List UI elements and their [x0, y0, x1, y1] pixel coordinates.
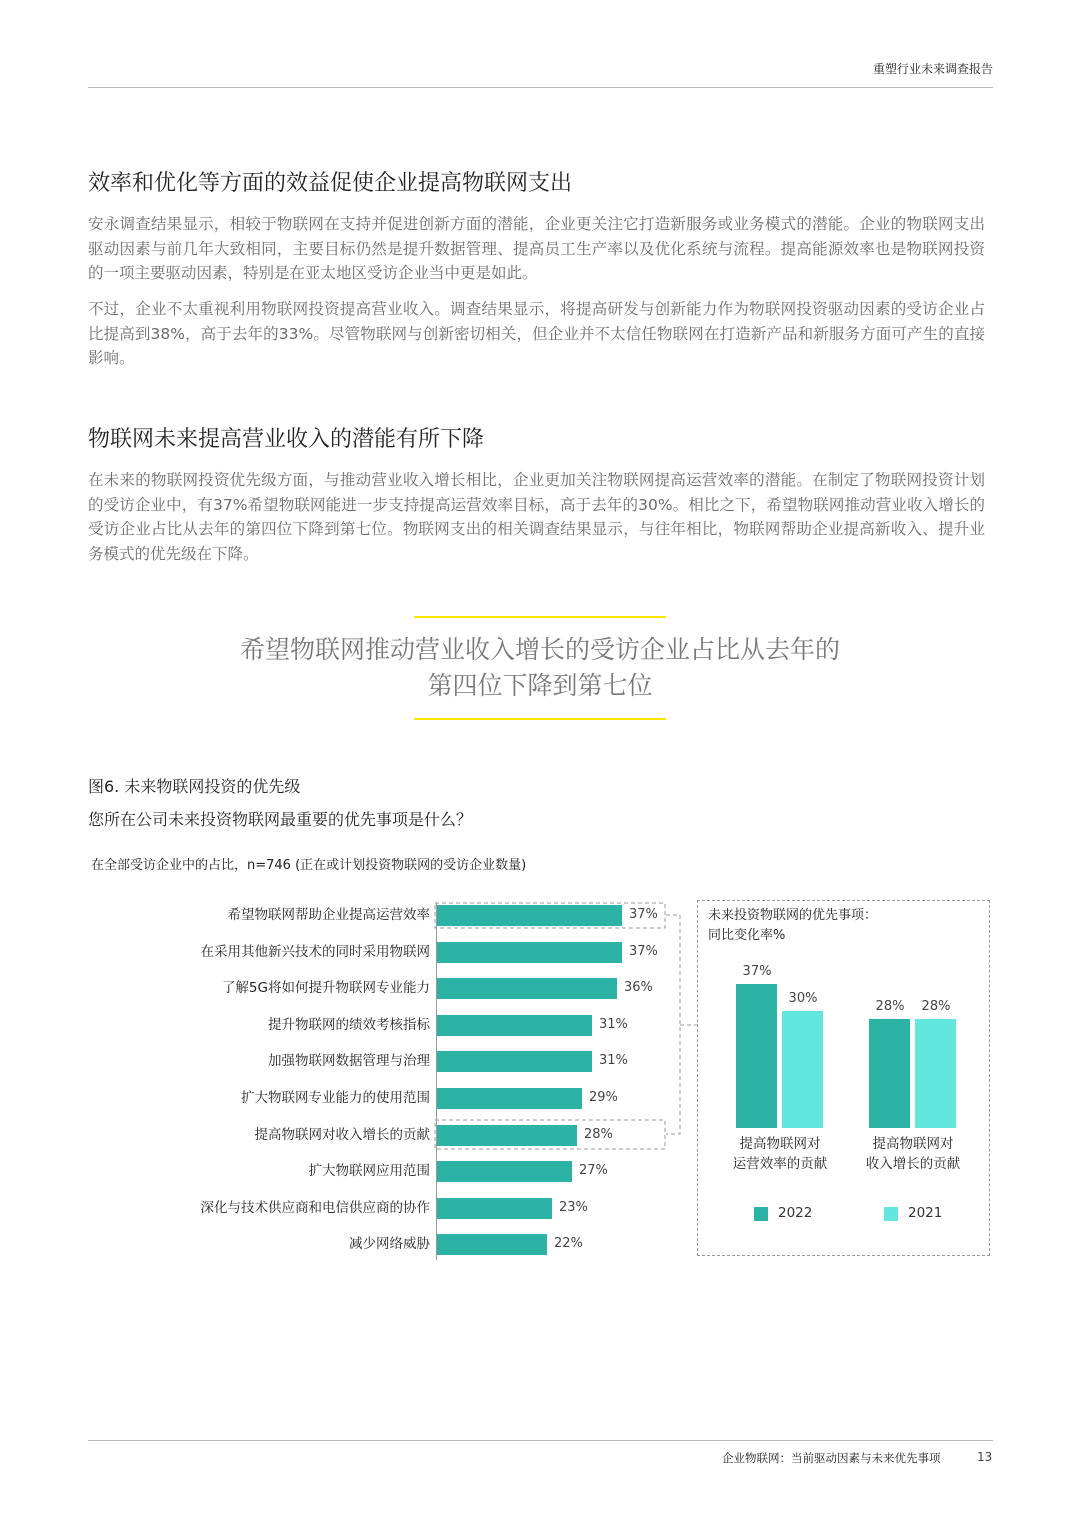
inset-title-line-1: 未来投资物联网的优先事项： [708, 908, 878, 923]
bar-label: 希望物联网帮助企业提高运营效率 [227, 907, 430, 923]
bar-value-label: 31% [599, 1053, 628, 1069]
bar-label: 扩大物联网应用范围 [308, 1163, 430, 1180]
legend-label: 2021 [908, 1205, 943, 1221]
legend-label: 2022 [778, 1205, 813, 1221]
section1-paragraph-1: 安永调查结果显示，相较于物联网在支持并促进创新方面的潜能，企业更关注它打造新服务或业务模式的潜能。企业的物联网支出驱动因素与前几年大致相同，主要目标仍然是提升数据管理、提高员工生产率以及优化系统与流程。提高能源效率也是物联网投资的一项主要驱动因素，特别是在亚太地区受访企业当中更是如此。 [88, 215, 985, 282]
column-bar [915, 1019, 956, 1128]
bar-label: 深化与技术供应商和电信供应商的协作 [200, 1199, 430, 1216]
page-number: 13 [977, 1450, 993, 1464]
bar-label: 在采用其他新兴技术的同时采用物联网 [200, 943, 430, 960]
pull-quote-line-2: 第四位下降到第七位 [427, 671, 653, 700]
bar-value-label: 28% [584, 1126, 613, 1142]
section1-paragraph-2: 不过，企业不太重视利用物联网投资提高营业收入。调查结果显示，将提高研发与创新能力作为物联网投资驱动因素的受访企业占比提高到38%，高于去年的33%。尽管物联网与创新密切相关，但企业并不太信任物联网在打造新产品和新服务方面可产生的直接影响。 [88, 300, 985, 367]
report-title: 重塑行业未来调查报告 [872, 62, 993, 76]
bar [437, 942, 622, 963]
bar-label: 了解5G将如何提升物联网专业能力 [221, 980, 430, 997]
bar [437, 1015, 592, 1036]
column-category-label-line: 运营效率的贡献 [732, 1156, 828, 1172]
column-category-label [853, 1134, 973, 1174]
section1-heading: 效率和优化等方面的效益促使企业提高物联网支出 [88, 171, 573, 196]
column-bar [869, 1019, 910, 1128]
bar-label: 减少网络威胁 [349, 1236, 430, 1253]
column-category-label [720, 1134, 840, 1174]
column-category-label-line: 提高物联网对 [739, 1136, 821, 1152]
bar [437, 978, 617, 999]
bar-value-label: 27% [579, 1163, 608, 1179]
section2-heading: 物联网未来提高营业收入的潜能有所下降 [88, 427, 485, 452]
legend-swatch [754, 1207, 768, 1221]
section2-paragraph-1: 在未来的物联网投资优先级方面，与推动营业收入增长相比，企业更加关注物联网提高运营效率的潜能。在制定了物联网投资计划的受访企业中，有37%希望物联网能进一步支持提高运营效率目标，高于去年的30%。相比之下，希望物联网推动营业收入增长的受访企业占比从去年的第四位下降到第七位。物联网支出的相关调查结果显示，与往年相比，物联网帮助企业提高新收入、提升业务模式的优先级在下降。 [88, 471, 985, 563]
bar-value-label: 23% [559, 1199, 588, 1215]
column-value-label: 37% [742, 963, 772, 979]
bar-label: 提升物联网的绩效考核指标 [268, 1016, 430, 1033]
column-value-label: 30% [788, 991, 818, 1006]
column-bar [736, 984, 777, 1128]
bar [437, 1088, 582, 1109]
bar-value-label: 36% [624, 980, 653, 996]
pull-quote-line-1: 希望物联网推动营业收入增长的受访企业占比从去年的 [239, 635, 840, 664]
bar [437, 1161, 572, 1182]
footer-divider [88, 1440, 993, 1441]
bar-value-label: 31% [599, 1016, 628, 1032]
figure-note: 在全部受访企业中的占比，n=746 (正在或计划投资物联网的受访企业数量) [91, 858, 527, 873]
bar-label: 加强物联网数据管理与治理 [268, 1053, 430, 1070]
legend-swatch [884, 1207, 898, 1221]
figure-title: 图6. 未来物联网投资的优先级 [88, 777, 301, 796]
bar [437, 1234, 547, 1255]
bar-value-label: 37% [629, 907, 658, 922]
connector-bracket [666, 915, 680, 1134]
footer-text: 企业物联网：当前驱动因素与未来优先事项 [722, 1451, 941, 1465]
bar-value-label: 29% [589, 1090, 618, 1105]
bar-label: 提高物联网对收入增长的贡献 [254, 1126, 430, 1143]
column-category-label-line: 提高物联网对 [872, 1136, 954, 1152]
column-bar [782, 1011, 823, 1128]
column-category-label-line: 收入增长的贡献 [865, 1156, 961, 1172]
bar-value-label: 22% [554, 1236, 583, 1252]
inset-title-line-2: 同比变化率% [708, 928, 786, 943]
bar [437, 905, 622, 926]
column-value-label: 28% [921, 998, 951, 1014]
column-value-label: 28% [875, 998, 905, 1014]
bar [437, 1198, 552, 1219]
inset-chart-title [708, 906, 877, 946]
bar [437, 1125, 577, 1146]
bar-label: 扩大物联网专业能力的使用范围 [241, 1090, 430, 1106]
bar-value-label: 37% [629, 943, 658, 959]
figure-question: 您所在公司未来投资物联网最重要的优先事项是什么？ [88, 810, 473, 829]
bar [437, 1051, 592, 1072]
